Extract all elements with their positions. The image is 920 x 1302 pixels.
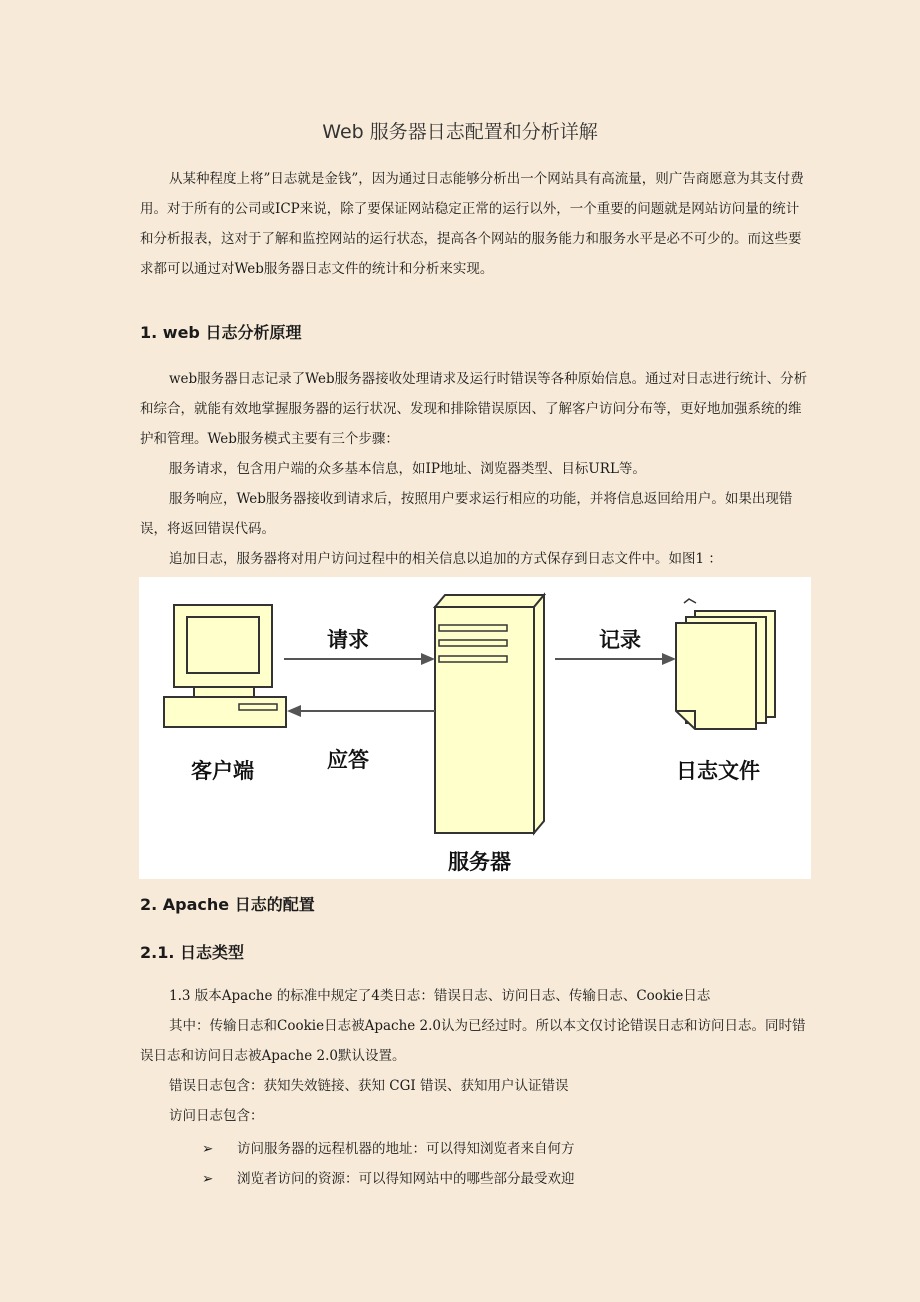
record-arrow	[555, 653, 676, 665]
section-2-1-paragraph-1: 1.3 版本Apache 的标准中规定了4类日志：错误日志、访问日志、传输日志、Cookie日志	[169, 988, 711, 1004]
logfile-label: 日志文件	[676, 759, 760, 783]
section-2-1-paragraph-3: 错误日志包含：获知失效链接、获知 CGI 错误、获知用户认证错误	[169, 1078, 569, 1094]
section-1-paragraph-1: web服务器日志记录了Web服务器接收处理请求及运行时错误等各种原始信息。通过对日志进行统计、分析和综合，就能有效地掌握服务器的运行状况、发现和排除错误原因、了解客户访问分布等，更好地加强系统的维护和管理。Web服务模式主要有三个步骤：	[140, 371, 808, 447]
figure-1-diagram	[139, 577, 811, 879]
bullet-text: 浏览者访问的资源：可以得知网站中的哪些部分最受欢迎	[237, 1171, 575, 1187]
server-tower-icon	[435, 595, 544, 833]
bullet-item	[202, 1167, 575, 1187]
bullet-item	[202, 1137, 575, 1157]
section-1-paragraph-2: 服务请求，包含用户端的众多基本信息，如IP地址、浏览器类型、目标URL等。	[169, 461, 646, 477]
section-2-1-heading: 2.1. 日志类型	[140, 943, 244, 962]
request-arrow	[284, 653, 435, 665]
section-1-heading: 1. web 日志分析原理	[140, 323, 302, 342]
section-2-heading: 2. Apache 日志的配置	[140, 895, 315, 914]
bullet-arrow-icon: ➢	[202, 1141, 214, 1157]
section-1-paragraph-4: 追加日志，服务器将对用户访问过程中的相关信息以追加的方式保存到日志文件中。如图1 ：	[169, 551, 722, 567]
section-2-1-paragraph-2: 其中：传输日志和Cookie日志被Apache 2.0认为已经过时。所以本文仅讨论错误日志和访问日志。同时错误日志和访问日志被Apache 2.0默认设置。	[140, 1018, 806, 1064]
bullet-text: 访问服务器的远程机器的地址：可以得知浏览者来自何方	[237, 1141, 575, 1157]
request-label: 请求	[327, 628, 369, 652]
record-label: 记录	[599, 628, 641, 652]
response-arrow	[287, 705, 435, 717]
intro-paragraph: 从某种程度上将”日志就是金钱”，因为通过日志能够分析出一个网站具有高流量，则广告商愿意为其支付费用。对于所有的公司或ICP来说，除了要保证网站稳定正常的运行以外，一个重要的问题就是网站访问量的统计和分析报表，这对于了解和监控网站的运行状态，提高各个网站的服务能力和服务水平是必不可少的。而这些要求都可以通过对Web服务器日志文件的统计和分析来实现。	[140, 171, 804, 277]
document-title: Web 服务器日志配置和分析详解	[322, 121, 598, 143]
log-files-icon	[676, 599, 775, 729]
client-computer-icon	[164, 605, 286, 727]
server-label: 服务器	[448, 850, 511, 874]
client-label: 客户端	[191, 759, 254, 783]
bullet-arrow-icon: ➢	[202, 1171, 214, 1187]
section-2-1-paragraph-4: 访问日志包含：	[169, 1108, 264, 1124]
section-1-paragraph-3: 服务响应，Web服务器接收到请求后，按照用户要求运行相应的功能，并将信息返回给用户。如果出现错误，将返回错误代码。	[140, 491, 793, 537]
response-label: 应答	[327, 748, 369, 772]
